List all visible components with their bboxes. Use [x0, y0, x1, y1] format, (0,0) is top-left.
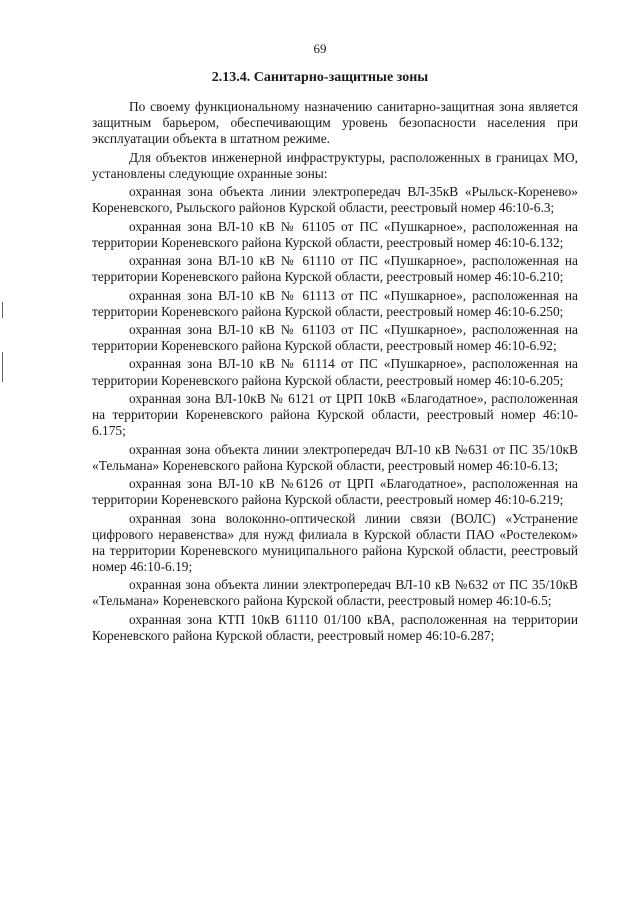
scan-margin-mark: [2, 302, 3, 318]
zone-item: охранная зона КТП 10кВ 61110 01/100 кВА, расположенная на территории Кореневского района Курской области, реестровый номер 46:10-6.287;: [92, 611, 578, 643]
list-intro-paragraph: Для объектов инженерной инфраструктуры, расположенных в границах МО, установлены следующие охранные зоны:: [92, 149, 578, 181]
zone-item: охранная зона объекта линии электропередач ВЛ-10 кВ №631 от ПС 35/10кВ «Тельмана» Кореневского района Курской области, реестровый номер 46:10-6.13;: [92, 441, 578, 473]
zone-item: охранная зона ВЛ-10 кВ № 61114 от ПС «Пушкарное», расположенная на территории Кореневского района Курской области, реестровый номер 46:10-6.205;: [92, 356, 578, 388]
zone-item: охранная зона ВЛ-10 кВ № 61110 от ПС «Пушкарное», расположенная на территории Кореневского района Курской области, реестровый номер 46:10-6.210;: [92, 253, 578, 285]
zone-item: охранная зона ВЛ-10 кВ №6126 от ЦРП «Благодатное», расположенная на территории Кореневского района Курской области, реестровый номер 46:10-6.219;: [92, 476, 578, 508]
section-heading: 2.13.4. Санитарно-защитные зоны: [211, 70, 429, 85]
zone-item: охранная зона объекта линии электропередач ВЛ-10 кВ №632 от ПС 35/10кВ «Тельмана» Кореневского района Курской области, реестровый номер 46:10-6.5;: [92, 577, 578, 609]
zone-item: охранная зона ВЛ-10 кВ № 61113 от ПС «Пушкарное», расположенная на территории Кореневского района Курской области, реестровый номер 46:10-6.250;: [92, 287, 578, 319]
intro-paragraph: По своему функциональному назначению санитарно-защитная зона является защитным барьером, обеспечивающим уровень безопасности населения при эксплуатации объекта в штатном режиме.: [92, 99, 578, 147]
zone-item: охранная зона ВЛ-10 кВ № 61103 от ПС «Пушкарное», расположенная на территории Кореневского района Курской области, реестровый номер 46:10-6.92;: [92, 322, 578, 354]
body-text: [92, 99, 578, 646]
zone-item: охранная зона ВЛ-10кВ № 6121 от ЦРП 10кВ «Благодатное», расположенная на территории Кореневского района Курской области, реестровый номер 46:10-6.175;: [92, 390, 578, 439]
zone-item: охранная зона объекта линии электропередач ВЛ-35кВ «Рыльск-Коренево» Кореневского, Рыльского районов Курской области, реестровый номер 46:10-6.3;: [92, 184, 578, 216]
zone-item: охранная зона ВЛ-10 кВ № 61105 от ПС «Пушкарное», расположенная на территории Кореневского района Курской области, реестровый номер 46:10-6.132;: [92, 218, 578, 250]
zone-item: охранная зона волоконно-оптической линии связи (ВОЛС) «Устранение цифрового неравенства» для нужд филиала в Курской области ПАО «Ростелеком» на территории Кореневского муниципального района Курской области, реестровый номер 46:10-6.19;: [92, 510, 578, 574]
page-number: 69: [313, 41, 327, 56]
scan-margin-mark: [2, 352, 3, 382]
